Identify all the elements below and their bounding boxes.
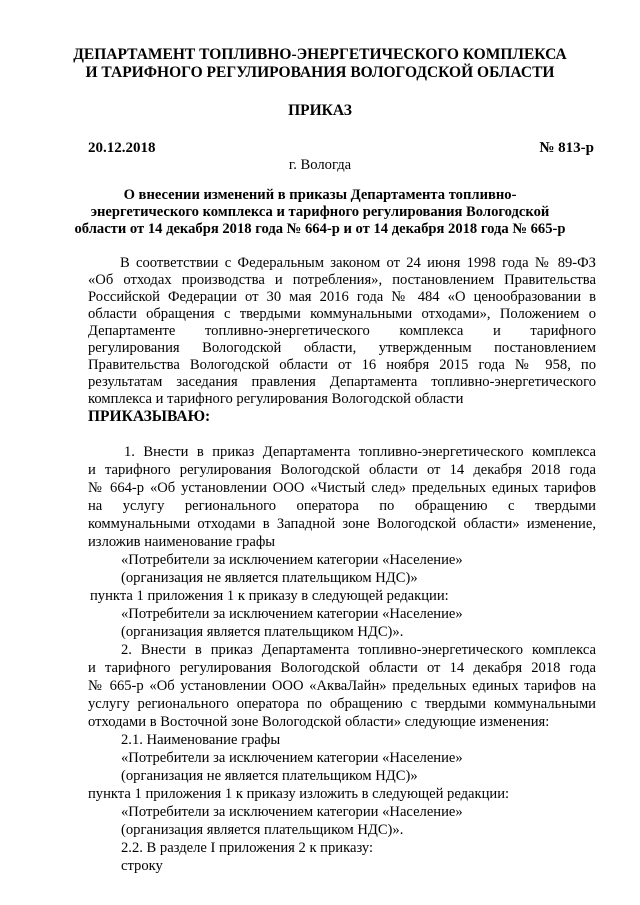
org-name-line-1: ДЕПАРТАМЕНТ ТОПЛИВНО-ЭНЕРГЕТИЧЕСКОГО КОМПЛЕКСА [73,46,567,63]
preamble-line: результатам заседания правления Департамента топливно-энергетического [88,374,596,390]
document-city: г. Вологда [288,157,352,173]
item2-1-quote-new: «Потребители за исключением категории «Население» [121,804,463,820]
item2-1-quote-new: (организация является плательщиком НДС)». [121,822,404,838]
document-type: ПРИКАЗ [288,102,352,119]
item2-1-heading: 2.1. Наименование графы [121,732,281,748]
document-date: 20.12.2018 [88,140,156,156]
preamble-line: «Об отходах производства и потребления», постановлением Правительства [88,272,596,288]
preamble-line: Правительства Вологодской области от 16 ноября 2015 года № 958, по [88,357,596,373]
item1-line: 1. Внести в приказ Департамента топливно-энергетического комплекса [124,444,596,460]
preamble-line: Департаменте топливно-энергетического комплекса и тарифного [88,323,596,339]
preamble-line: Российской Федерации от 30 мая 2016 года № 484 «О ценообразовании в [88,289,596,305]
item2-1-mid: пункта 1 приложения 1 к приказу изложить в следующей редакции: [88,786,510,802]
item1-line: и тарифного регулирования Вологодской области от 14 декабря 2018 года [88,462,596,478]
item1-quote-new: (организация является плательщиком НДС)». [121,624,404,640]
item1-line: изложив наименование графы [88,534,276,550]
title-line-3: области от 14 декабря 2018 года № 664-р и от 14 декабря 2018 года № 665-р [74,221,566,237]
item1-line: № 664-р «Об установлении ООО «Чистый след» предельных единых тарифов [88,480,596,496]
org-name-line-2: И ТАРИФНОГО РЕГУЛИРОВАНИЯ ВОЛОГОДСКОЙ ОБЛАСТИ [85,64,555,81]
item1-line: коммунальными отходами в Западной зоне Вологодской области» изменение, [88,516,596,532]
item2-1-quote-old: (организация не является плательщиком НДС)» [121,768,418,784]
item2-line: отходами в Восточной зоне Вологодской области» следующие изменения: [88,714,550,730]
item2-1-quote-old: «Потребители за исключением категории «Население» [121,750,463,766]
item2-2-tail: строку [121,858,163,874]
preamble-line: В соответствии с Федеральным законом от 24 июня 1998 года № 89-ФЗ [120,255,596,271]
preamble-line: регулирования Вологодской области, утвержденным постановлением [88,340,596,356]
item1-quote-old: «Потребители за исключением категории «Население» [121,552,463,568]
item2-line: 2. Внести в приказ Департамента топливно-энергетического комплекса [121,642,596,658]
order-word: ПРИКАЗЫВАЮ: [88,408,211,425]
preamble-line: комплекса и тарифного регулирования Вологодской области [88,391,464,407]
title-line-1: О внесении изменений в приказы Департамента топливно- [123,187,517,203]
item1-mid: пункта 1 приложения 1 к приказу в следующей редакции: [90,588,449,604]
item1-line: на услугу регионального оператора по обращению с твердыми [88,498,596,514]
item1-quote-new: «Потребители за исключением категории «Население» [121,606,463,622]
title-line-2: энергетического комплекса и тарифного регулирования Вологодской [90,204,550,220]
item2-2-heading: 2.2. В разделе I приложения 2 к приказу: [121,840,374,856]
document-number: № 813-р [539,140,594,156]
item2-line: услугу регионального оператора по обращению с твердыми коммунальными [88,696,596,712]
item2-line: № 665-р «Об установлении ООО «АкваЛайн» предельных единых тарифов на [88,678,596,694]
item1-quote-old: (организация не является плательщиком НДС)» [121,570,418,586]
item2-line: и тарифного регулирования Вологодской области от 14 декабря 2018 года [88,660,596,676]
preamble-line: области обращения с твердыми коммунальными отходами», Положением о [88,306,596,322]
